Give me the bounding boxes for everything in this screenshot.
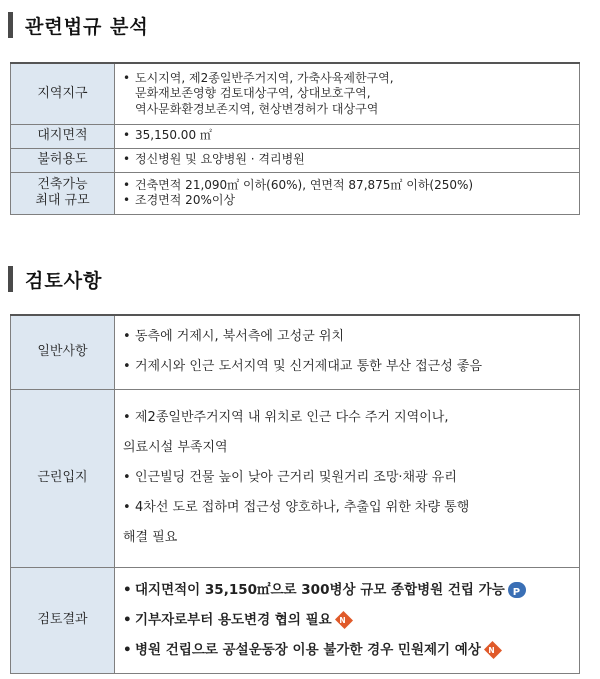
row-value [115, 315, 580, 389]
regulations-table [10, 62, 580, 215]
list-item-text: 대지면적이 35,150㎡으로 300병상 규모 종합병원 건립 가능 [135, 582, 505, 598]
row-label-line: 최대 규모 [35, 193, 90, 208]
list-item: • 35,150.00 ㎡ [123, 128, 579, 144]
section-title-review [8, 266, 102, 292]
section-title-text: 검토사항 [25, 269, 103, 292]
list-item: • 정신병원 및 요양병원 · 격리병원 [123, 152, 579, 168]
section-title-text: 관련법규 분석 [25, 15, 149, 38]
table-row [11, 63, 580, 124]
list-item: • 동측에 거제시, 북서측에 고성군 위치 [123, 327, 579, 347]
table-row [11, 389, 580, 567]
row-label: 일반사항 [11, 315, 115, 389]
list-item: • 거제시와 인근 도서지역 및 신거제대교 통한 부산 접근성 좋음 [123, 357, 579, 377]
row-label: 대지면적 [11, 124, 115, 148]
list-item-continuation: 문화재보존영향 검토대상구역, 상대보호구역, [135, 86, 371, 100]
list-item: • 도시지역, 제2종일반주거지역, 가축사육제한구역, [123, 71, 579, 87]
list-item [123, 640, 579, 660]
title-bar-marker [8, 12, 13, 38]
list-item-continuation: 의료시설 부족지역 [123, 440, 228, 455]
n-badge-icon [335, 611, 353, 629]
row-label: 불허용도 [11, 148, 115, 172]
table-row [11, 567, 580, 673]
row-value [115, 389, 580, 567]
list-item-continuation: 해결 필요 [123, 530, 178, 545]
list-item: • 조경면적 20%이상 [123, 193, 579, 209]
table-row [11, 148, 580, 172]
row-value [115, 63, 580, 124]
list-item: • 인근빌딩 건물 높이 낮아 근거리 및원거리 조망·채광 유리 [123, 468, 579, 488]
table-row [11, 172, 580, 214]
row-label-line: 건축가능 [37, 177, 88, 192]
review-table [10, 314, 580, 674]
list-item: • 건축면적 21,090㎡ 이하(60%), 연면적 87,875㎡ 이하(250%) [123, 178, 579, 194]
p-badge-icon [508, 582, 526, 598]
title-bar-marker [8, 266, 13, 292]
n-badge-icon [484, 641, 502, 659]
list-item [123, 610, 579, 630]
row-value [115, 172, 580, 214]
table-row [11, 124, 580, 148]
table-row [11, 315, 580, 389]
row-value [115, 567, 580, 673]
list-item-continuation: 역사문화환경보존지역, 현상변경허가 대상구역 [135, 101, 379, 116]
list-item [123, 580, 579, 600]
list-item-text: 기부자로부터 용도변경 협의 필요 [135, 612, 332, 628]
row-label: 근린입지 [11, 389, 115, 567]
row-label: 검토결과 [11, 567, 115, 673]
row-label: 지역지구 [11, 63, 115, 124]
list-item-text: 병원 건립으로 공설운동장 이용 불가한 경우 민원제기 예상 [135, 642, 481, 658]
section-title-regulations [8, 12, 149, 38]
row-value [115, 148, 580, 172]
list-item: • 4차선 도로 접하며 접근성 양호하나, 추출입 위한 차량 통행 [123, 498, 579, 518]
row-value [115, 124, 580, 148]
row-label [11, 172, 115, 214]
list-item: • 제2종일반주거지역 내 위치로 인근 다수 주거 지역이나, [123, 408, 579, 428]
